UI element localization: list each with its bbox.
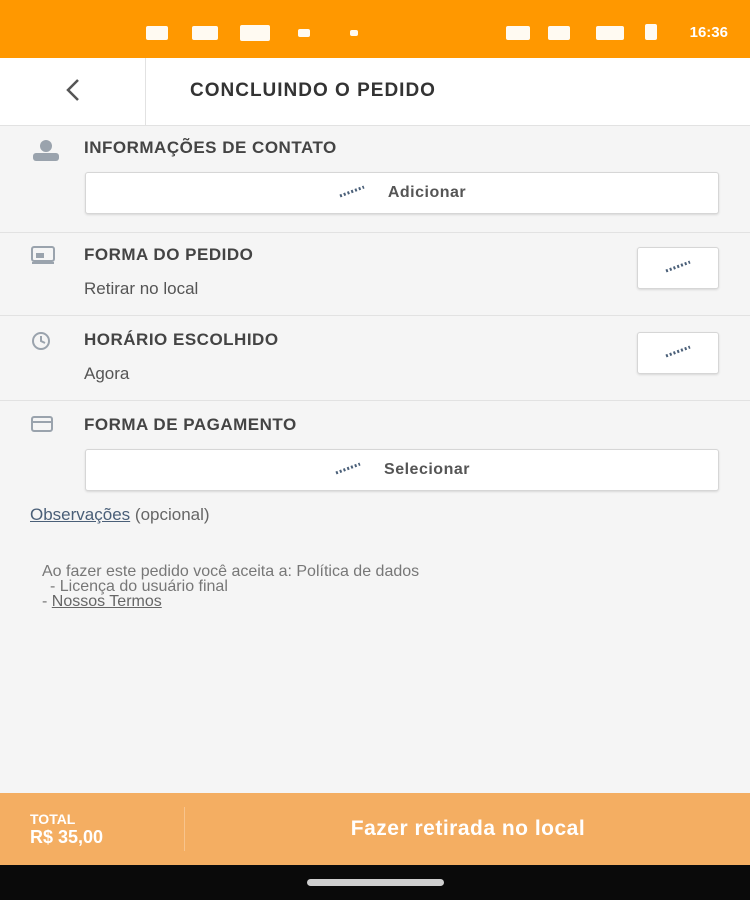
select-payment-label: Selecionar (384, 461, 470, 478)
notes-link[interactable]: Observações (30, 505, 131, 524)
section-title: FORMA DO PEDIDO (84, 245, 254, 264)
payment-section (0, 401, 750, 497)
select-payment-button[interactable] (85, 449, 719, 491)
terms-line: Ao fazer este pedido você aceita a: Política de dados (42, 563, 420, 580)
app-bar (0, 58, 750, 126)
pencil-icon (334, 461, 362, 480)
terms-text (42, 564, 419, 609)
checkout-button[interactable]: Fazer retirada no local (350, 817, 586, 840)
signal-icon (596, 26, 624, 40)
terms-dash: - (42, 593, 48, 610)
notes-row (30, 505, 210, 525)
contact-section (0, 127, 750, 233)
wifi-icon (506, 26, 530, 40)
schedule-section (0, 316, 750, 401)
clock-icon (30, 330, 52, 357)
system-nav-bar (0, 865, 750, 900)
terms-link[interactable]: Nossos Termos (51, 593, 162, 610)
pencil-icon (664, 344, 692, 363)
notes-optional-label: (opcional) (134, 505, 210, 524)
section-title: INFORMAÇÕES DE CONTATO (84, 138, 337, 157)
card-icon (30, 415, 54, 438)
add-contact-label: Adicionar (387, 184, 467, 201)
edit-schedule-button[interactable] (637, 332, 719, 374)
notification-icon (146, 26, 168, 40)
chevron-left-icon (59, 76, 87, 109)
terms-line: - Licença do usuário final (50, 578, 228, 595)
signal-icon (548, 26, 570, 40)
schedule-value: Agora (84, 364, 130, 383)
pencil-icon (338, 184, 366, 203)
checkout-bar (0, 793, 750, 865)
total-value: R$ 35,00 (30, 827, 104, 847)
edit-order-type-button[interactable] (637, 247, 719, 289)
add-contact-button[interactable] (85, 172, 719, 214)
notification-icon (298, 29, 310, 37)
section-title: HORÁRIO ESCOLHIDO (84, 330, 279, 349)
notification-icon (240, 25, 270, 41)
back-button[interactable] (0, 58, 146, 126)
battery-icon (645, 24, 657, 40)
person-icon (30, 139, 62, 166)
status-bar (0, 0, 750, 58)
pencil-icon (664, 259, 692, 278)
page-title: CONCLUINDO O PEDIDO (190, 80, 436, 101)
home-handle[interactable] (307, 879, 444, 886)
notification-icon (350, 30, 358, 36)
total-label: TOTAL (30, 811, 76, 827)
divider (184, 807, 185, 851)
section-title: FORMA DE PAGAMENTO (84, 415, 297, 434)
order-type-value: Retirar no local (84, 279, 199, 298)
terms-line (42, 594, 419, 609)
notification-icon (192, 26, 218, 40)
store-icon (30, 245, 56, 270)
clock-time: 16:36 (689, 24, 728, 41)
order-type-section (0, 233, 750, 316)
